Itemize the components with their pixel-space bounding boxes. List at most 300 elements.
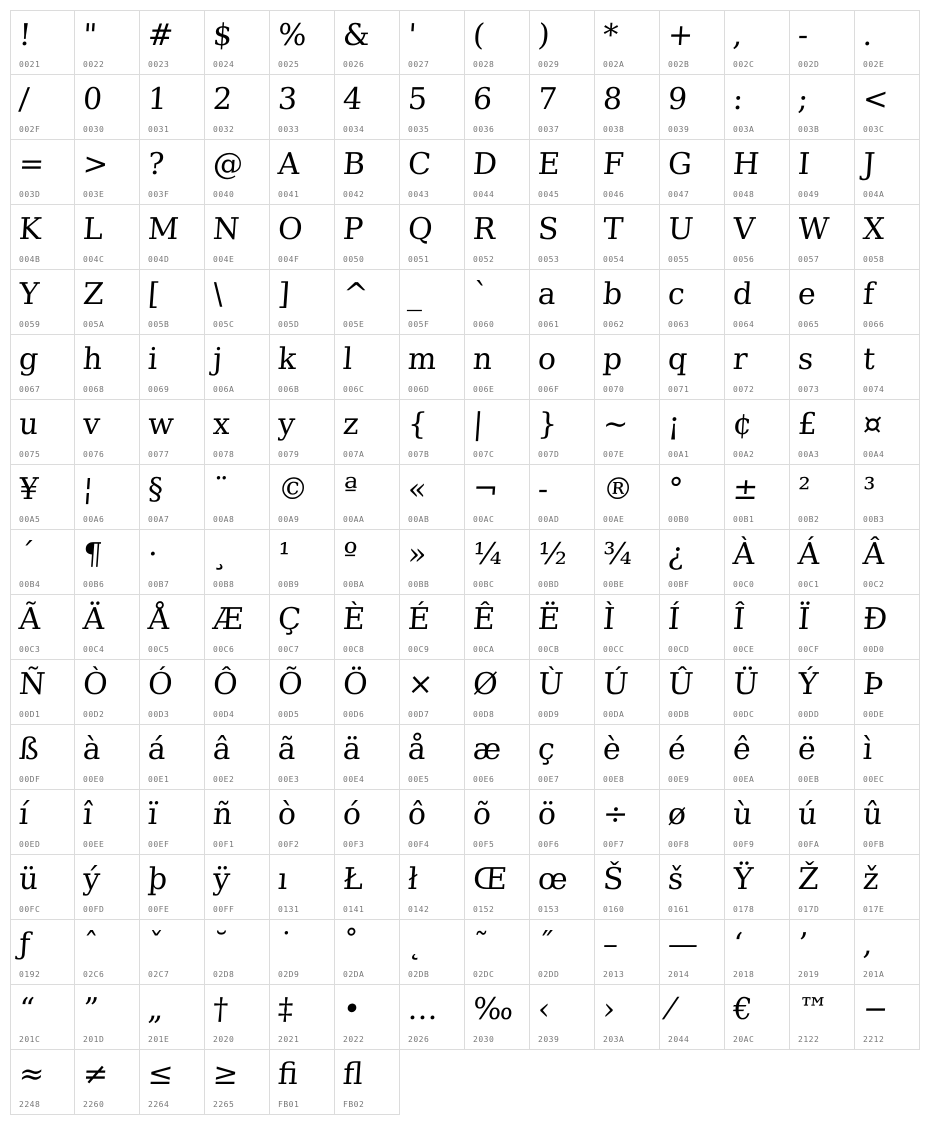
glyph-codepoint-label: 006C <box>343 385 365 394</box>
glyph-sample: ˙ <box>276 927 295 962</box>
glyph-codepoint-label: 005F <box>408 320 430 329</box>
glyph-codepoint-label: 02D9 <box>278 970 300 979</box>
glyph-cell <box>790 75 855 140</box>
glyph-cell <box>270 985 335 1050</box>
glyph-codepoint-label: 0065 <box>798 320 820 329</box>
glyph-codepoint-label: 2044 <box>668 1035 690 1044</box>
glyph-sample: ê <box>731 732 753 767</box>
glyph-sample: < <box>861 82 890 117</box>
glyph-codepoint-label: 0060 <box>473 320 495 329</box>
glyph-sample: ˜ <box>471 927 490 962</box>
glyph-cell <box>530 205 595 270</box>
glyph-codepoint-label: 00CC <box>603 645 625 654</box>
glyph-cell <box>595 530 660 595</box>
glyph-codepoint-label: 004B <box>19 255 41 264</box>
glyph-cell <box>335 855 400 920</box>
glyph-cell <box>400 465 465 530</box>
glyph-codepoint-label: 00B8 <box>213 580 235 589</box>
glyph-sample: ≠ <box>81 1057 110 1092</box>
glyph-sample: ® <box>601 472 635 507</box>
glyph-cell <box>725 400 790 465</box>
glyph-codepoint-label: 005E <box>343 320 365 329</box>
glyph-codepoint-label: 00CA <box>473 645 495 654</box>
glyph-codepoint-label: 0061 <box>538 320 560 329</box>
glyph-codepoint-label: 006B <box>278 385 300 394</box>
glyph-cell <box>140 10 205 75</box>
glyph-sample: , <box>731 18 744 53</box>
glyph-sample: [ <box>146 277 161 312</box>
glyph-sample: À <box>731 537 756 572</box>
glyph-cell <box>855 140 920 205</box>
glyph-sample: ý <box>81 862 102 897</box>
glyph-codepoint-label: 0064 <box>733 320 755 329</box>
glyph-cell <box>790 205 855 270</box>
glyph-codepoint-label: 00A4 <box>863 450 885 459</box>
glyph-cell <box>725 335 790 400</box>
glyph-sample: ı <box>276 862 289 897</box>
glyph-cell <box>725 75 790 140</box>
glyph-codepoint-label: 003D <box>19 190 41 199</box>
glyph-sample: Ž <box>796 862 821 897</box>
glyph-codepoint-label: 00E7 <box>538 775 560 784</box>
glyph-sample: ~ <box>601 407 630 442</box>
glyph-sample: Æ <box>211 602 245 637</box>
glyph-cell <box>790 400 855 465</box>
glyph-codepoint-label: 0035 <box>408 125 430 134</box>
glyph-sample: ª <box>341 472 359 507</box>
glyph-cell <box>400 530 465 595</box>
glyph-codepoint-label: 007B <box>408 450 430 459</box>
glyph-sample: q <box>666 342 689 377</box>
glyph-cell <box>75 595 140 660</box>
glyph-sample: • <box>341 992 362 1027</box>
glyph-codepoint-label: 00A1 <box>668 450 690 459</box>
glyph-cell <box>595 725 660 790</box>
glyph-codepoint-label: 00F8 <box>668 840 690 849</box>
glyph-sample: : <box>731 82 745 117</box>
glyph-cell <box>595 75 660 140</box>
glyph-cell <box>660 530 725 595</box>
glyph-cell <box>140 75 205 140</box>
glyph-sample: c <box>666 277 687 312</box>
glyph-cell <box>465 725 530 790</box>
glyph-codepoint-label: 00D8 <box>473 710 495 719</box>
glyph-codepoint-label: 004C <box>83 255 105 264</box>
glyph-cell <box>270 1050 335 1115</box>
glyph-sample: æ <box>471 732 503 767</box>
glyph-cell <box>465 205 530 270</box>
glyph-cell <box>335 465 400 530</box>
glyph-codepoint-label: 0049 <box>798 190 820 199</box>
glyph-cell <box>790 270 855 335</box>
glyph-cell <box>465 985 530 1050</box>
glyph-cell <box>140 205 205 270</box>
glyph-cell <box>75 725 140 790</box>
glyph-cell <box>270 790 335 855</box>
glyph-cell <box>140 595 205 660</box>
glyph-codepoint-label: 00D4 <box>213 710 235 719</box>
glyph-cell <box>595 855 660 920</box>
glyph-sample: s <box>796 342 815 377</box>
glyph-sample: ø <box>666 797 688 832</box>
glyph-sample: L <box>81 212 105 247</box>
glyph-sample: ž <box>861 862 881 897</box>
glyph-codepoint-label: 201C <box>19 1035 41 1044</box>
glyph-cell <box>10 920 75 985</box>
glyph-cell <box>335 335 400 400</box>
glyph-sample: 8 <box>601 82 624 117</box>
glyph-sample: 3 <box>276 82 299 117</box>
glyph-sample: ¶ <box>81 537 104 572</box>
glyph-codepoint-label: 004E <box>213 255 235 264</box>
glyph-cell <box>790 660 855 725</box>
glyph-codepoint-label: 00D9 <box>538 710 560 719</box>
glyph-cell <box>595 465 660 530</box>
glyph-sample: Ã <box>17 602 42 637</box>
glyph-cell <box>400 920 465 985</box>
glyph-codepoint-label: 00CB <box>538 645 560 654</box>
glyph-cell <box>75 1050 140 1115</box>
glyph-sample: @ <box>211 147 245 182</box>
glyph-sample: F <box>601 147 626 182</box>
glyph-codepoint-label: 003A <box>733 125 755 134</box>
glyph-codepoint-label: 0032 <box>213 125 235 134</box>
glyph-codepoint-label: 00CE <box>733 645 755 654</box>
glyph-cell <box>10 205 75 270</box>
glyph-cell <box>335 75 400 140</box>
glyph-sample: Ì <box>601 602 617 637</box>
glyph-sample: Õ <box>276 667 304 702</box>
glyph-sample: \ <box>211 277 225 312</box>
glyph-codepoint-label: 0066 <box>863 320 885 329</box>
glyph-codepoint-label: 00D7 <box>408 710 430 719</box>
glyph-cell <box>660 985 725 1050</box>
glyph-codepoint-label: 002D <box>798 60 820 69</box>
glyph-cell <box>205 465 270 530</box>
glyph-sample: „ <box>146 992 165 1027</box>
glyph-codepoint-label: 002C <box>733 60 755 69</box>
glyph-cell <box>855 855 920 920</box>
glyph-cell <box>660 595 725 660</box>
glyph-cell <box>335 725 400 790</box>
glyph-codepoint-label: 00BC <box>473 580 495 589</box>
glyph-cell <box>530 530 595 595</box>
glyph-codepoint-label: 0024 <box>213 60 235 69</box>
glyph-sample: y <box>276 407 297 442</box>
glyph-sample: Ç <box>276 602 303 637</box>
glyph-codepoint-label: 2018 <box>733 970 755 979</box>
glyph-cell <box>855 465 920 530</box>
glyph-codepoint-label: 2248 <box>19 1100 41 1109</box>
glyph-sample: o <box>536 342 558 377</box>
glyph-sample: © <box>276 472 310 507</box>
glyph-codepoint-label: 0041 <box>278 190 300 199</box>
glyph-cell <box>140 1050 205 1115</box>
glyph-sample: ³ <box>861 472 877 507</box>
glyph-sample: S <box>536 212 560 247</box>
glyph-cell <box>855 790 920 855</box>
glyph-codepoint-label: 00A5 <box>19 515 41 524</box>
glyph-sample: ¢ <box>731 407 754 442</box>
glyph-cell <box>530 140 595 205</box>
glyph-cell <box>400 985 465 1050</box>
glyph-codepoint-label: 0079 <box>278 450 300 459</box>
glyph-sample: ² <box>796 472 812 507</box>
glyph-codepoint-label: 004A <box>863 190 885 199</box>
glyph-codepoint-label: 0054 <box>603 255 625 264</box>
glyph-cell <box>270 725 335 790</box>
glyph-codepoint-label: 00F6 <box>538 840 560 849</box>
glyph-sample: J <box>861 147 877 182</box>
glyph-sample: ≤ <box>146 1057 175 1092</box>
glyph-sample: ’ <box>796 927 809 962</box>
glyph-sample: K <box>17 212 43 247</box>
glyph-codepoint-label: 00F1 <box>213 840 235 849</box>
glyph-sample: X <box>861 212 886 247</box>
glyph-cell <box>140 920 205 985</box>
glyph-cell <box>855 400 920 465</box>
glyph-codepoint-label: 2014 <box>668 970 690 979</box>
glyph-codepoint-label: 02DC <box>473 970 495 979</box>
glyph-sample: Ø <box>471 667 499 702</box>
glyph-codepoint-label: 0039 <box>668 125 690 134</box>
glyph-sample: « <box>406 472 428 507</box>
glyph-sample: Î <box>731 602 747 637</box>
glyph-sample: & <box>341 18 371 53</box>
glyph-sample: á <box>146 732 168 767</box>
glyph-sample: ¥ <box>17 472 40 507</box>
glyph-cell <box>465 140 530 205</box>
glyph-codepoint-label: 00B3 <box>863 515 885 524</box>
glyph-cell <box>530 10 595 75</box>
glyph-sample: é <box>666 732 688 767</box>
glyph-cell <box>465 530 530 595</box>
glyph-codepoint-label: 00F5 <box>473 840 495 849</box>
glyph-cell <box>140 855 205 920</box>
glyph-codepoint-label: 0026 <box>343 60 365 69</box>
glyph-sample: b <box>601 277 624 312</box>
glyph-cell <box>790 335 855 400</box>
glyph-codepoint-label: 0038 <box>603 125 625 134</box>
glyph-cell <box>335 790 400 855</box>
glyph-sample: A <box>276 147 301 182</box>
glyph-sample: D <box>471 147 499 182</box>
glyph-sample: H <box>731 147 761 182</box>
glyph-codepoint-label: 00AD <box>538 515 560 524</box>
glyph-sample: å <box>406 732 428 767</box>
glyph-sample: Á <box>796 537 821 572</box>
glyph-sample: } <box>536 407 559 442</box>
glyph-sample: è <box>601 732 623 767</box>
glyph-cell <box>725 465 790 530</box>
glyph-cell <box>465 465 530 530</box>
glyph-cell <box>855 270 920 335</box>
glyph-cell <box>270 595 335 660</box>
glyph-sample: º <box>341 537 359 572</box>
glyph-codepoint-label: 00A2 <box>733 450 755 459</box>
glyph-sample: E <box>536 147 562 182</box>
glyph-sample: ‚ <box>861 927 874 962</box>
glyph-cell <box>140 530 205 595</box>
glyph-sample: ß <box>17 732 41 767</box>
glyph-codepoint-label: 00AE <box>603 515 625 524</box>
glyph-sample: Û <box>666 667 695 702</box>
glyph-cell <box>400 205 465 270</box>
glyph-sample: … <box>406 992 440 1027</box>
glyph-codepoint-label: 00EC <box>863 775 885 784</box>
glyph-codepoint-label: 00E4 <box>343 775 365 784</box>
glyph-cell <box>725 920 790 985</box>
glyph-cell <box>790 920 855 985</box>
glyph-cell <box>855 75 920 140</box>
glyph-sample: Z <box>81 277 106 312</box>
glyph-cell <box>75 790 140 855</box>
glyph-cell <box>140 790 205 855</box>
glyph-cell <box>855 660 920 725</box>
glyph-cell <box>530 335 595 400</box>
glyph-codepoint-label: 0023 <box>148 60 170 69</box>
glyph-codepoint-label: 0030 <box>83 125 105 134</box>
glyph-cell <box>140 985 205 1050</box>
glyph-codepoint-label: 0052 <box>473 255 495 264</box>
glyph-sample: î <box>81 797 94 832</box>
glyph-codepoint-label: 002F <box>19 125 41 134</box>
glyph-sample: ¨ <box>211 472 230 507</box>
glyph-cell <box>530 465 595 530</box>
glyph-codepoint-label: 00AB <box>408 515 430 524</box>
glyph-sample: Ë <box>536 602 562 637</box>
glyph-codepoint-label: 00FE <box>148 905 170 914</box>
glyph-sample: I <box>796 147 812 182</box>
glyph-cell <box>270 10 335 75</box>
glyph-cell <box>205 920 270 985</box>
glyph-codepoint-label: 00EF <box>148 840 170 849</box>
glyph-sample: P <box>341 212 365 247</box>
glyph-codepoint-label: 02D8 <box>213 970 235 979</box>
glyph-sample: * <box>601 18 620 53</box>
glyph-codepoint-label: 00C9 <box>408 645 430 654</box>
glyph-sample: × <box>406 667 435 702</box>
glyph-cell <box>725 10 790 75</box>
glyph-codepoint-label: 00BD <box>538 580 560 589</box>
glyph-sample: C <box>406 147 433 182</box>
glyph-codepoint-label: 0058 <box>863 255 885 264</box>
glyph-cell <box>270 270 335 335</box>
glyph-cell <box>10 595 75 660</box>
glyph-sample: l <box>341 342 354 377</box>
glyph-codepoint-label: 0063 <box>668 320 690 329</box>
glyph-cell <box>10 75 75 140</box>
glyph-cell <box>660 855 725 920</box>
glyph-sample: ` <box>471 277 490 312</box>
glyph-codepoint-label: 00E6 <box>473 775 495 784</box>
glyph-cell <box>75 205 140 270</box>
glyph-cell <box>725 270 790 335</box>
glyph-cell <box>205 335 270 400</box>
glyph-sample: â <box>211 732 233 767</box>
glyph-sample: ü <box>17 862 40 897</box>
glyph-sample: Ð <box>861 602 889 637</box>
glyph-cell <box>205 75 270 140</box>
glyph-codepoint-label: 0053 <box>538 255 560 264</box>
glyph-codepoint-label: 0037 <box>538 125 560 134</box>
glyph-sample: ä <box>341 732 363 767</box>
glyph-sample: $ <box>211 18 234 53</box>
glyph-codepoint-label: 0051 <box>408 255 430 264</box>
glyph-sample: ‡ <box>276 992 295 1027</box>
glyph-sample: ì <box>861 732 874 767</box>
glyph-cell <box>465 920 530 985</box>
glyph-codepoint-label: 00B0 <box>668 515 690 524</box>
glyph-sample: Y <box>17 277 41 312</box>
glyph-codepoint-label: 00D5 <box>278 710 300 719</box>
glyph-codepoint-label: 00A3 <box>798 450 820 459</box>
glyph-sample: ” <box>81 992 100 1027</box>
glyph-sample: š <box>666 862 685 897</box>
glyph-sample: - <box>796 18 810 53</box>
glyph-sample: W <box>796 212 831 247</box>
glyph-codepoint-label: 201D <box>83 1035 105 1044</box>
glyph-cell <box>855 530 920 595</box>
glyph-cell <box>530 725 595 790</box>
glyph-cell <box>660 335 725 400</box>
glyph-sample: ™ <box>796 992 830 1027</box>
glyph-sample: w <box>146 407 175 442</box>
glyph-sample: ˆ <box>81 927 100 962</box>
glyph-cell <box>400 855 465 920</box>
glyph-codepoint-label: 0077 <box>148 450 170 459</box>
glyph-codepoint-label: FB02 <box>343 1100 365 1109</box>
glyph-cell <box>660 205 725 270</box>
glyph-sample: 7 <box>536 82 559 117</box>
glyph-sample: £ <box>796 407 819 442</box>
glyph-sample: O <box>276 212 304 247</box>
glyph-cell <box>10 985 75 1050</box>
glyph-codepoint-label: 0074 <box>863 385 885 394</box>
glyph-sample: ¬ <box>471 472 500 507</box>
glyph-cell <box>335 270 400 335</box>
glyph-sample: ï <box>146 797 159 832</box>
glyph-cell <box>140 465 205 530</box>
glyph-codepoint-label: 02C6 <box>83 970 105 979</box>
glyph-cell <box>335 660 400 725</box>
glyph-codepoint-label: 0192 <box>19 970 41 979</box>
glyph-sample: ? <box>146 147 166 182</box>
glyph-codepoint-label: 00C5 <box>148 645 170 654</box>
glyph-sample: # <box>146 18 175 53</box>
glyph-codepoint-label: 2122 <box>798 1035 820 1044</box>
glyph-cell <box>595 335 660 400</box>
glyph-codepoint-label: 0160 <box>603 905 625 914</box>
glyph-cell <box>335 205 400 270</box>
glyph-codepoint-label: 00F4 <box>408 840 430 849</box>
glyph-sample: ƒ <box>17 927 32 962</box>
glyph-sample: n <box>471 342 494 377</box>
glyph-codepoint-label: 0152 <box>473 905 495 914</box>
glyph-cell <box>75 75 140 140</box>
glyph-sample: B <box>341 147 367 182</box>
glyph-cell <box>530 920 595 985</box>
glyph-cell <box>270 140 335 205</box>
glyph-cell <box>335 595 400 660</box>
glyph-cell <box>790 725 855 790</box>
glyph-cell <box>400 595 465 660</box>
glyph-codepoint-label: 00B1 <box>733 515 755 524</box>
glyph-codepoint-label: 0073 <box>798 385 820 394</box>
glyph-codepoint-label: 0029 <box>538 60 560 69</box>
glyph-sample: ¿ <box>666 537 686 572</box>
glyph-cell <box>270 400 335 465</box>
